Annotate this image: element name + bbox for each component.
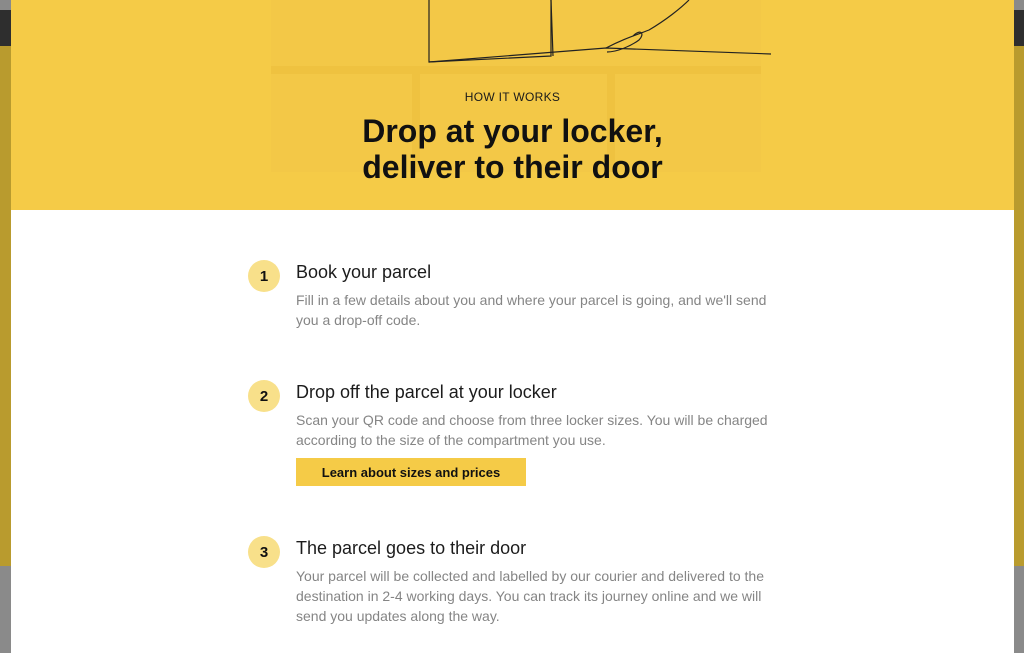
step-title: Drop off the parcel at your locker (296, 382, 557, 402)
hero-eyebrow: HOW IT WORKS (464, 90, 561, 104)
step-number-badge: 1 (248, 260, 280, 292)
step-title: Book your parcel (296, 262, 432, 282)
hero-title-line-2: deliver to their door (362, 149, 663, 185)
learn-sizes-prices-button[interactable]: Learn about sizes and prices (296, 458, 526, 486)
modal-hero (11, 0, 1014, 210)
hero-title (11, 113, 1014, 185)
step-description: Scan your QR code and choose from three locker sizes. You will be charged according to the size of the compartment you use. (296, 412, 768, 448)
step-title: The parcel goes to their door (296, 538, 527, 558)
step-description: Fill in a few details about you and where your parcel is going, and we'll send you a drop-off code. (296, 292, 767, 328)
step-number-badge: 3 (248, 536, 280, 568)
step-description: Your parcel will be collected and labelled by our courier and delivered to the destination in 2-4 working days. You can track its journey online and we will send you updates along the way. (296, 568, 764, 624)
how-it-works-modal (11, 0, 1014, 653)
step-number-badge: 2 (248, 380, 280, 412)
hero-title-line-1: Drop at your locker, (362, 113, 663, 149)
